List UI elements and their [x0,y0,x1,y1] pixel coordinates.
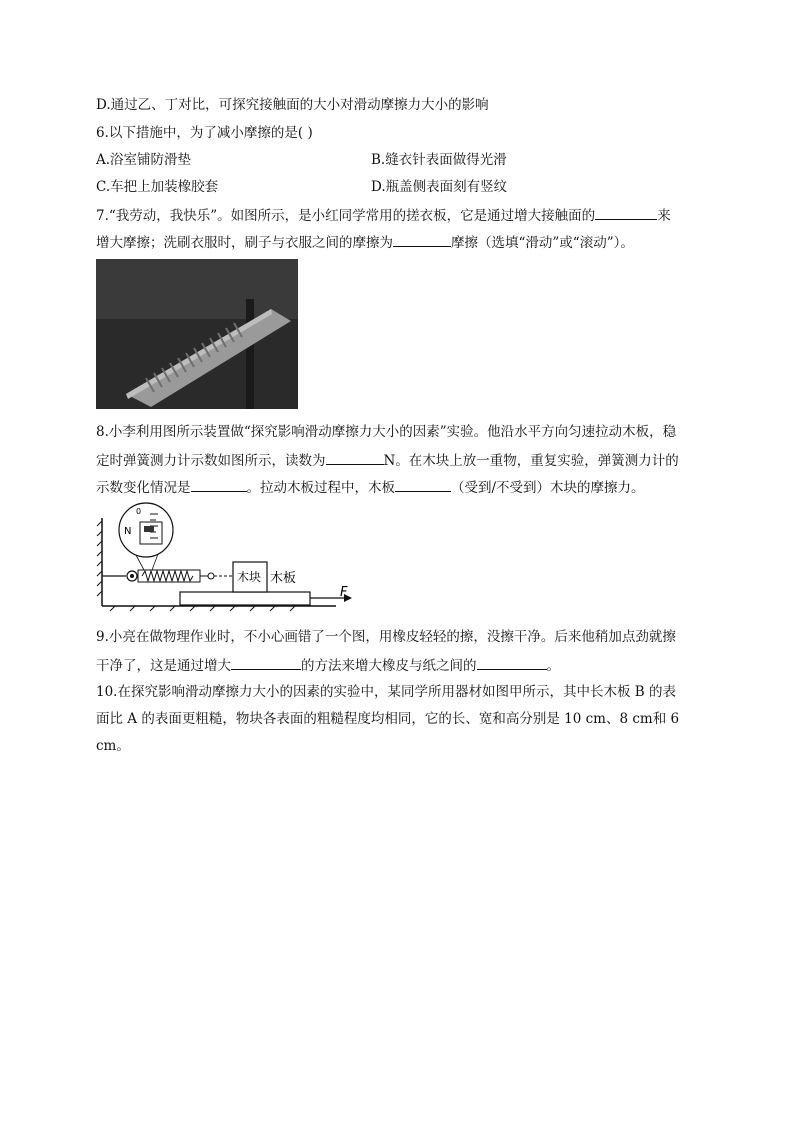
question-7-line2 [96,232,634,252]
option-d-prev: D.通过乙、丁对比，可探究接触面的大小对滑动摩擦力大小的影响 [96,97,489,113]
q9-text-2: 的方法来增大橡皮与纸之间的 [301,658,477,674]
question-8-line2 [96,450,679,470]
q7-text-4: 摩擦（选填“滑动”或“滚动”）。 [451,235,634,251]
question-10-line3: cm。 [96,738,130,754]
q7-text-1: 7.“我劳动，我快乐”。如图所示，是小红同学常用的搓衣板，它是通过增大接触面的 [96,208,596,224]
q9-blank-1[interactable] [231,655,301,670]
q8-text-3: 示数变化情况是 [96,480,191,496]
q7-blank-2[interactable] [393,232,451,247]
option-6b: B.缝衣针表面做得光滑 [371,152,507,168]
question-10-line1: 10.在探究影响滑动摩擦力大小的因素的实验中，某同学所用器材如图甲所示，其中长木板 B 的表 [96,684,676,700]
question-8-line1: 8.小李利用图所示装置做“探究影响滑动摩擦力大小的因素”实验。他沿水平方向匀速拉动木板，稳 [96,424,677,440]
question-9-line1: 9.小亮在做物理作业时，不小心画错了一个图，用橡皮轻轻的擦，没擦干净。后来他稍加点劲就擦 [96,629,676,645]
question-9-line2 [96,655,560,675]
option-6a: A.浴室铺防滑垫 [96,152,192,168]
question-10-line2: 面比 A 的表面更粗糙，物块各表面的粗糙程度均相同，它的长、宽和高分别是 10 cm、8 cm和 6 [96,711,680,727]
q8-blank-2[interactable] [191,477,247,492]
q8-blank-1[interactable] [326,450,384,465]
q7-blank-1[interactable] [595,205,657,220]
q9-blank-2[interactable] [477,655,547,670]
q8-text-1: 定时弹簧测力计示数如图所示，读数为 [96,453,326,469]
q7-text-3: 增大摩擦；洗刷衣服时，刷子与衣服之间的摩擦为 [96,235,393,251]
option-6c: C.车把上加装橡胶套 [96,179,219,195]
q8-blank-3[interactable] [395,477,451,492]
friction-apparatus-diagram [96,500,356,612]
wooden-board [180,592,310,605]
q8-text-2: N。在木块上放一重物，重复实验，弹簧测力计的 [383,453,679,469]
q9-text-1: 干净了，这是通过增大 [96,658,231,674]
washboard-photo [96,259,298,409]
q8-text-4: 。拉动木板过程中，木板 [246,480,395,496]
block-label: 木块 [237,570,262,584]
force-label: F [340,585,348,600]
question-6: 6.以下措施中，为了减小摩擦的是( ) [96,125,313,141]
option-6d: D.瓶盖侧表面刻有竖纹 [371,179,508,195]
gauge-zero-label: 0 [136,507,142,516]
q7-text-2: 来 [657,208,671,224]
question-7-line1 [96,205,671,225]
question-8-line3 [96,477,645,497]
board-label: 木板 [270,571,297,586]
q9-text-3: 。 [546,658,560,674]
gauge-unit-label: N [124,526,132,537]
q8-text-5: （受到/不受到）木块的摩擦力。 [451,480,645,496]
